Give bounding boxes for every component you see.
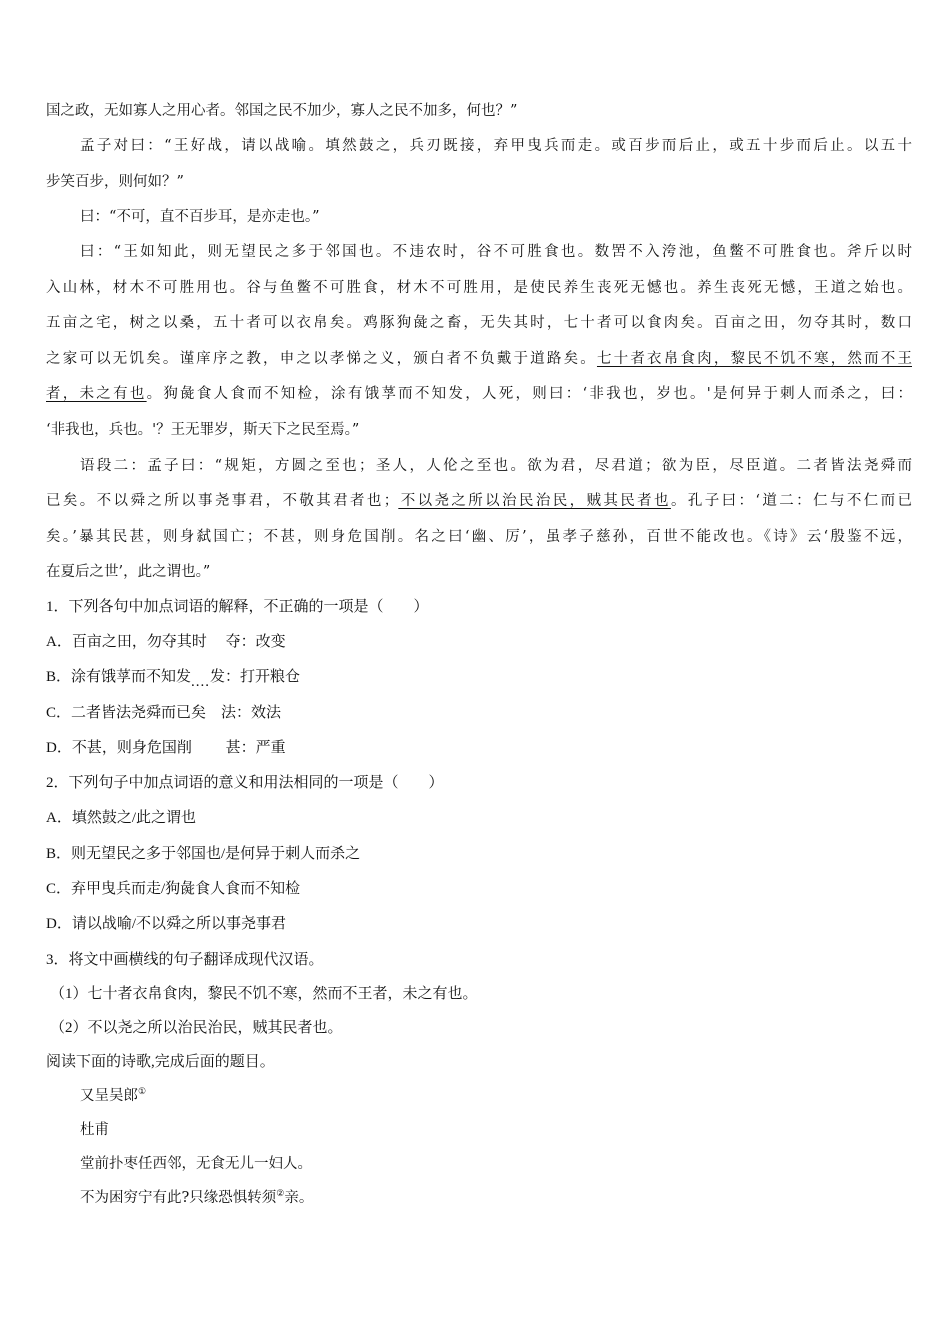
footnote-marker: ② <box>276 1189 285 1200</box>
passage-line: 曰：“不可，直不百步耳，是亦走也。” <box>80 209 320 225</box>
question-3-sentence-1: （1）七十者衣帛食肉，黎民不饥不寒，然而不王者，未之有也。 <box>50 986 478 1002</box>
passage-line: 步笑百步，则何如？” <box>46 174 184 190</box>
poem-line: 堂前扑枣任西邻，无食无儿一妇人。 <box>80 1156 312 1172</box>
question-1-option-d: D．不甚，则身危国削 甚：严重 <box>46 740 286 756</box>
option-text: B．涂有饿莩而不知发 <box>46 669 192 685</box>
underlined-sentence-2: 不以尧之所以治民治民，贼其民者也 <box>398 493 671 509</box>
passage-text: 之家可以无饥矣。谨庠序之教，申之以孝悌之义，颁白者不负戴于道路矣。 <box>46 351 597 367</box>
poem-text: 亲。 <box>284 1190 314 1206</box>
emphasis-dots: .... <box>191 674 211 690</box>
option-text: 发：打开粮仓 <box>210 669 301 685</box>
passage-text: 。孔子曰：‘道二：仁与不仁而已 <box>670 493 913 509</box>
underlined-sentence-1-end: 者，未之有也 <box>46 386 147 402</box>
question-2-option-a: A．填然鼓之/此之谓也 <box>46 810 197 826</box>
question-2-option-c: C．弃甲曳兵而走/狗彘食人食而不知检 <box>46 881 301 897</box>
passage-line: 矣。’暴其民甚，则身弑国亡；不甚，则身危国削。名之曰‘幽、厉’，虽孝子慈孙，百世不能改也。《诗》云‘殷鉴不远， <box>46 529 912 545</box>
passage-text: 。狗彘食人食而不知检，涂有饿莩而不知发，人死，则曰：‘非我也，岁也。'是何异于刺人而杀之，曰： <box>146 386 913 402</box>
passage-line <box>46 349 912 369</box>
passage-line: 语段二：孟子曰：“规矩，方圆之至也；圣人，人伦之至也。欲为君，尽君道；欲为臣，尽臣道。二者皆法尧舜而 <box>80 458 912 474</box>
question-1-option-b <box>46 667 912 690</box>
passage-line: 五亩之宅，树之以桑，五十者可以衣帛矣。鸡豚狗彘之畜，无失其时，七十者可以食肉矣。百亩之田，勿夺其时，数口 <box>46 315 912 331</box>
question-1-option-a: A．百亩之田，勿夺其时 夺：改变 <box>46 634 286 650</box>
passage-line <box>46 491 912 511</box>
poem-title-text: 又呈吴郎 <box>80 1088 138 1104</box>
question-1-stem: 1．下列各句中加点词语的解释，不正确的一项是（ ） <box>46 599 429 615</box>
passage-line: 入山林，材木不可胜用也。谷与鱼鳖不可胜食，材木不可胜用，是使民养生丧死无憾也。养生丧死无憾，王道之始也。 <box>46 280 912 296</box>
poem-line <box>80 1188 912 1208</box>
passage-line: 孟子对曰：“王好战，请以战喻。填然鼓之，兵刃既接，弃甲曳兵而走。或百步而后止，或五十步而后止。以五十 <box>80 138 912 154</box>
passage-line: 国之政，无如寡人之用心者。邻国之民不加少，寡人之民不加多，何也？” <box>46 103 518 119</box>
question-2-option-b: B．则无望民之多于邻国也/是何异于刺人而杀之 <box>46 846 361 862</box>
passage-line: 曰：“王如知此，则无望民之多于邻国也。不违农时，谷不可胜食也。数罟不入洿池，鱼鳖不可胜食也。斧斤以时 <box>80 244 912 260</box>
question-2-option-d: D．请以战喻/不以舜之所以事尧事君 <box>46 916 287 932</box>
question-3-stem: 3．将文中画横线的句子翻译成现代汉语。 <box>46 952 324 968</box>
passage-line: ‘非我也，兵也。'？王无罪岁，斯天下之民至焉。” <box>46 422 360 438</box>
passage-line: 在夏后之世’，此之谓也。” <box>46 564 211 580</box>
passage-line <box>46 384 912 404</box>
footnote-marker: ① <box>138 1087 147 1098</box>
question-1-option-c: C．二者皆法尧舜而已矣 法：效法 <box>46 705 282 721</box>
underlined-sentence-1: 七十者衣帛食肉，黎民不饥不寒，然而不王 <box>596 351 912 367</box>
passage-text: 已矣。不以舜之所以事尧事君，不敬其君者也； <box>46 493 399 509</box>
question-3-sentence-2: （2）不以尧之所以治民治民，贼其民者也。 <box>50 1020 343 1036</box>
poem-author: 杜甫 <box>80 1122 109 1138</box>
poem-text: 不为困穷宁有此?只缘恐惧转须 <box>80 1190 277 1206</box>
poem-intro: 阅读下面的诗歌,完成后面的题目。 <box>46 1054 275 1070</box>
poem-title <box>80 1086 912 1106</box>
question-2-stem: 2．下列句子中加点词语的意义和用法相同的一项是（ ） <box>46 775 444 791</box>
